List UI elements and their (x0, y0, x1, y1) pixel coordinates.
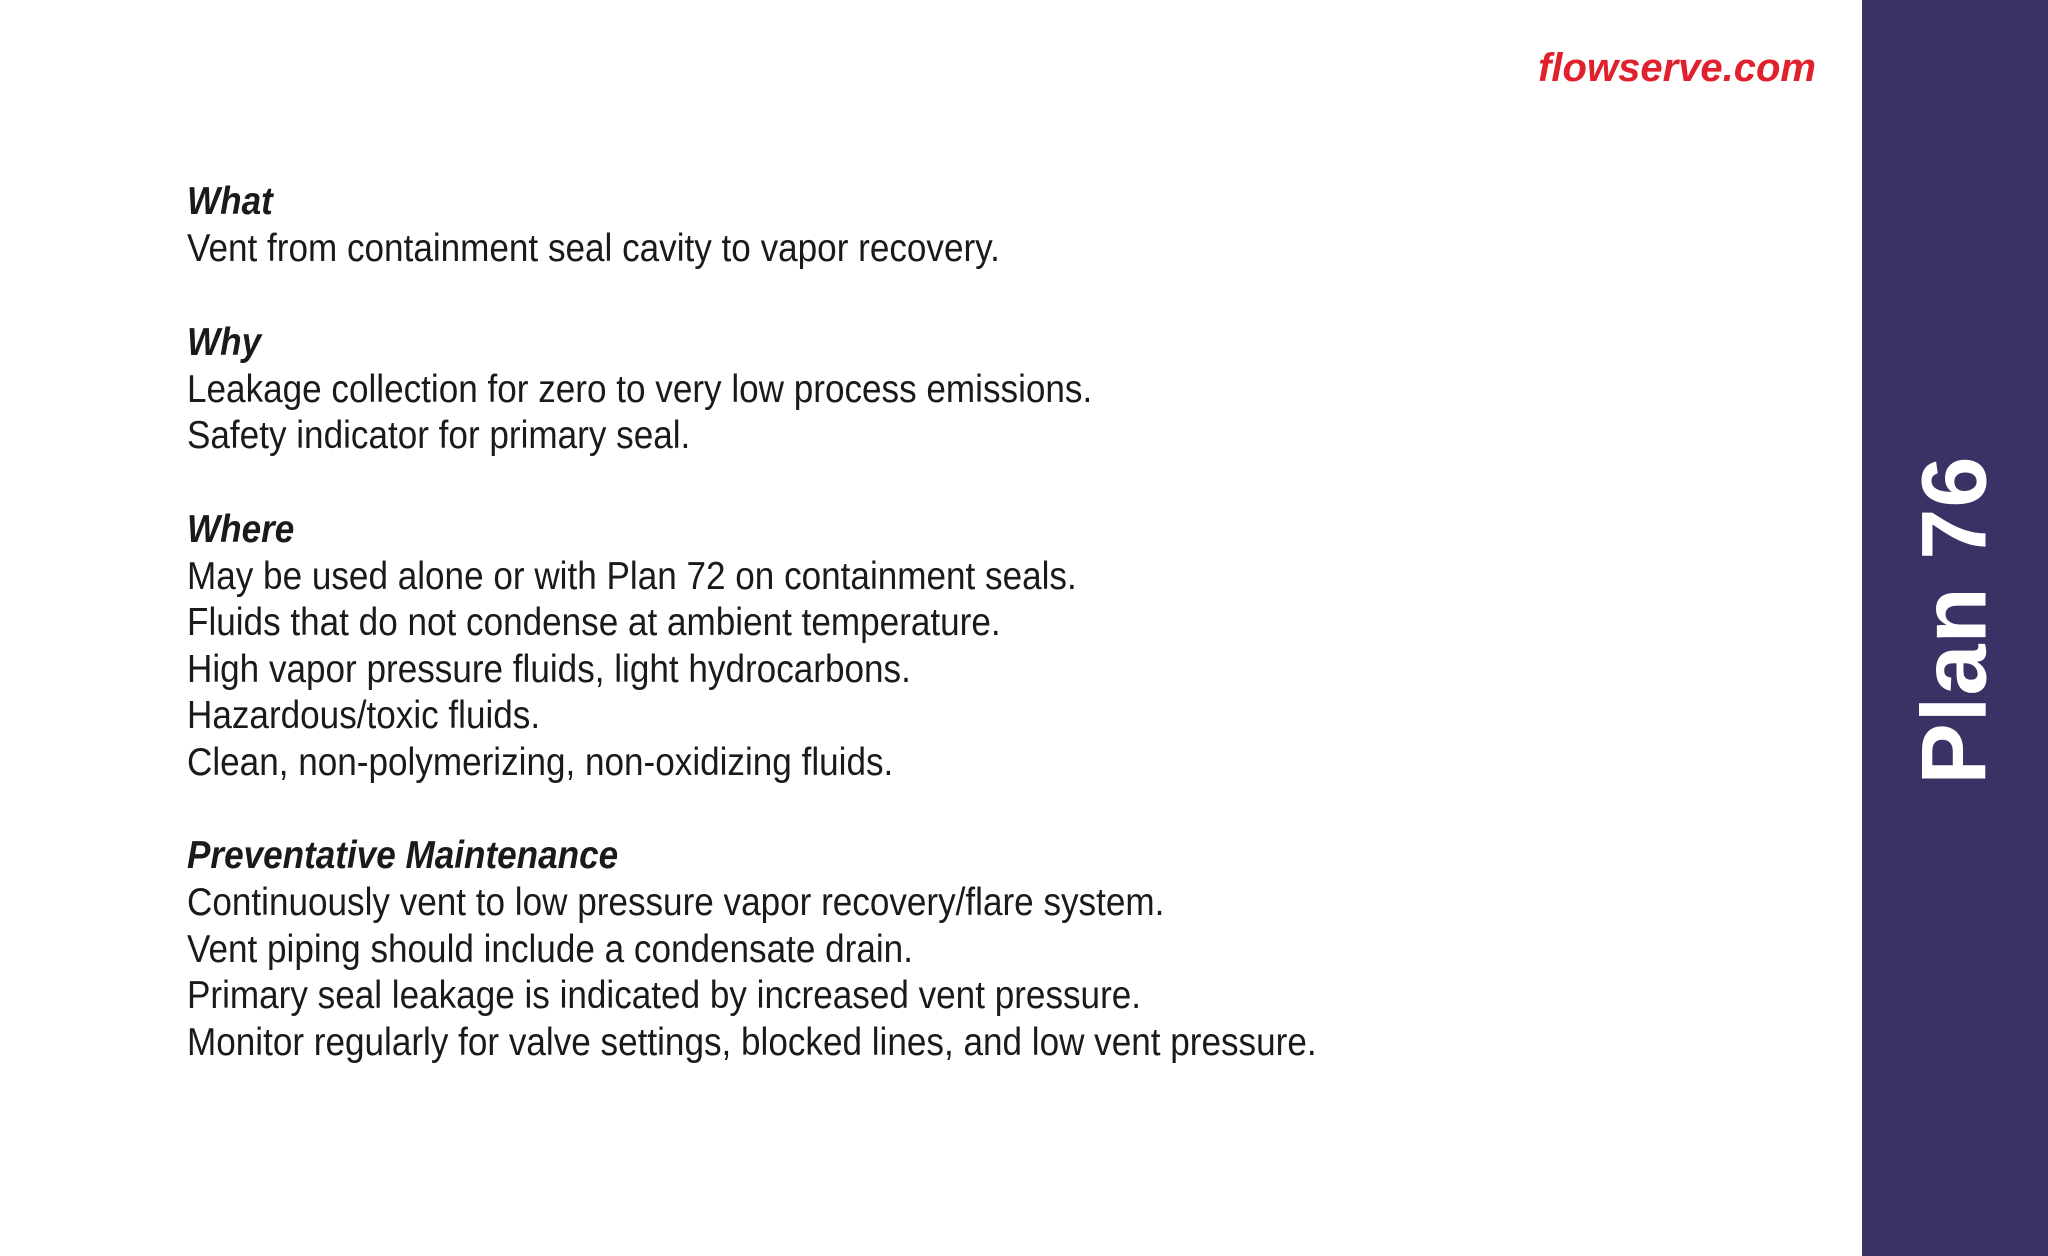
section-preventative-maintenance (187, 832, 1747, 1066)
site-url-link[interactable]: flowserve.com (1538, 46, 1816, 90)
section-line: Leakage collection for zero to very low process emissions. (187, 367, 1093, 411)
section-line: Fluids that do not condense at ambient temperature. (187, 601, 1001, 644)
section-line: May be used alone or with Plan 72 on containment seals. (187, 554, 1077, 598)
section-where (187, 506, 1747, 787)
side-tab-panel (1862, 0, 2048, 1256)
section-line: Vent piping should include a condensate drain. (187, 927, 913, 971)
section-line: Monitor regularly for valve settings, blocked lines, and low vent pressure. (187, 1020, 1317, 1064)
section-line: Primary seal leakage is indicated by increased vent pressure. (187, 974, 1142, 1017)
section-heading-why: Why (187, 320, 262, 364)
section-line: Safety indicator for primary seal. (187, 414, 691, 457)
section-heading-where: Where (187, 507, 295, 551)
section-what (187, 178, 1747, 273)
section-line: Vent from containment seal cavity to vapor recovery. (187, 227, 1000, 270)
section-heading-what: What (187, 180, 273, 223)
section-line: Clean, non-polymerizing, non-oxidizing fluids. (187, 740, 894, 784)
plan-number-label: Plan 76 (1903, 455, 2006, 785)
section-heading-preventative-maintenance: Preventative Maintenance (187, 834, 619, 877)
section-line: Continuously vent to low pressure vapor recovery/flare system. (187, 881, 1165, 924)
section-line: High vapor pressure fluids, light hydrocarbons. (187, 647, 911, 691)
section-line: Hazardous/toxic fluids. (187, 694, 541, 737)
content-body (187, 178, 1747, 1112)
section-why (187, 319, 1747, 460)
